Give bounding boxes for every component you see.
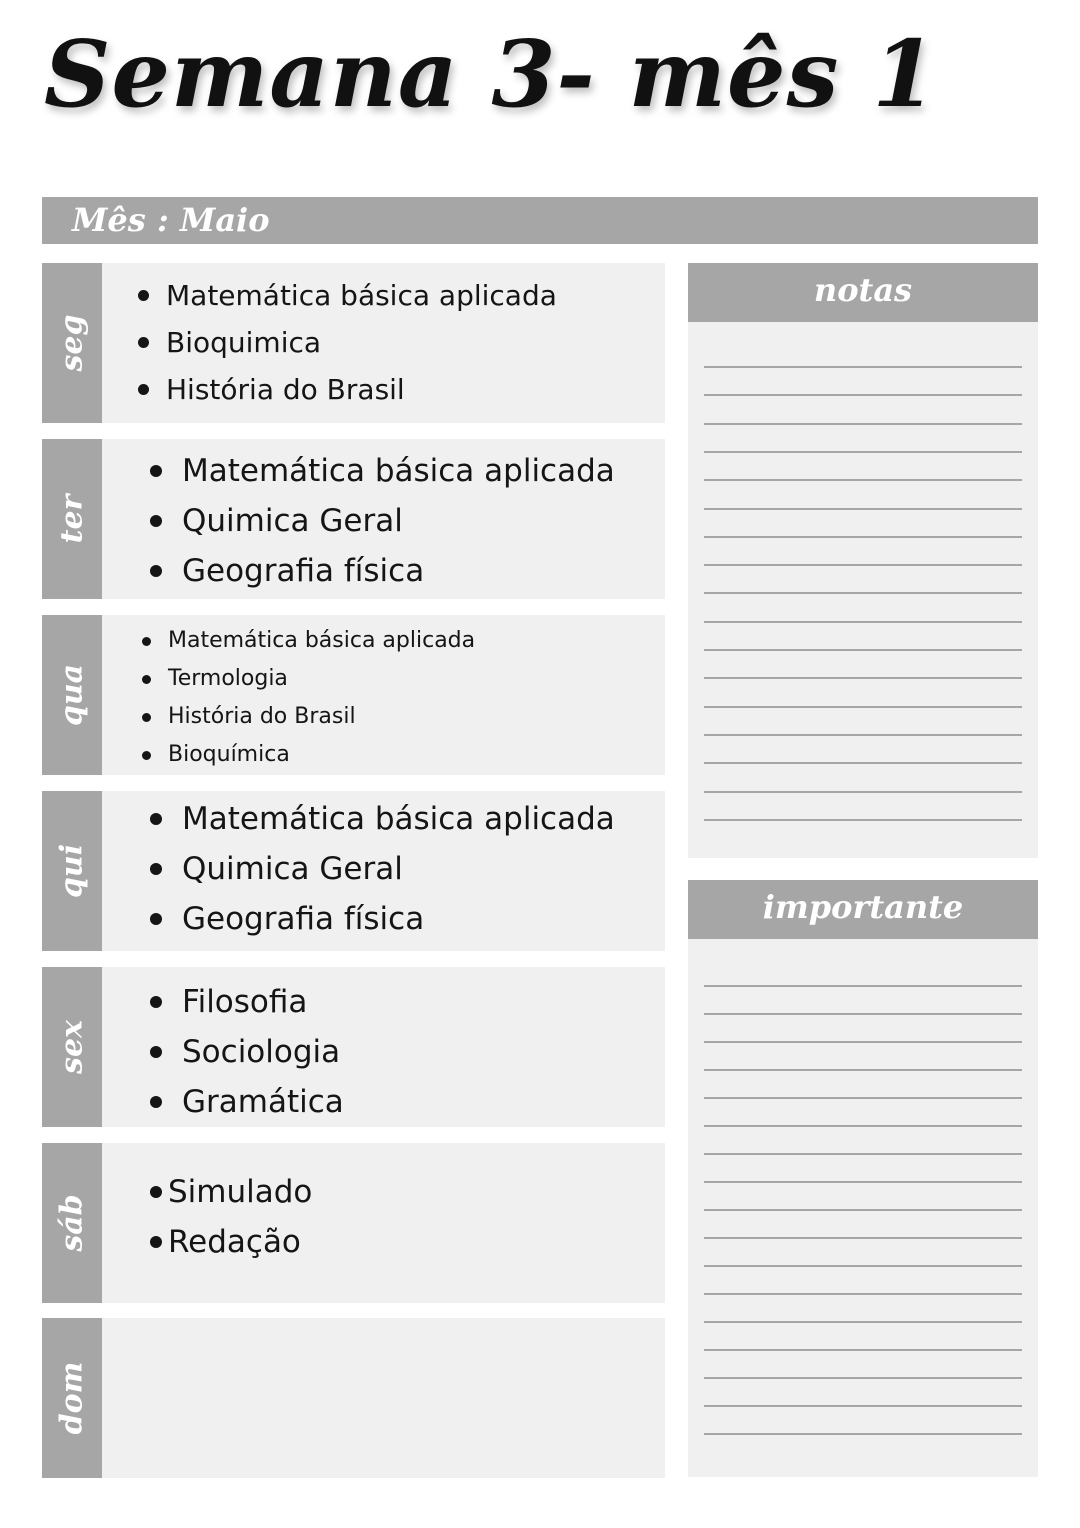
ruled-line (704, 1181, 1022, 1183)
task-item: Bioquímica (102, 736, 665, 774)
day-tab (42, 263, 102, 423)
task-list (102, 1167, 665, 1267)
day-label: sex (54, 1020, 90, 1074)
ruled-line (704, 1349, 1022, 1351)
task-list (102, 622, 665, 774)
task-list (102, 272, 665, 413)
task-item: Matemática básica aplicada (102, 272, 665, 319)
task-item: Redação (102, 1217, 665, 1267)
day-body (102, 967, 665, 1127)
task-item: História do Brasil (102, 698, 665, 736)
task-list (102, 794, 665, 944)
ruled-line (704, 366, 1022, 368)
notes-header (688, 263, 1038, 322)
ruled-line (704, 564, 1022, 566)
task-item: Termologia (102, 660, 665, 698)
task-item: História do Brasil (102, 366, 665, 413)
ruled-line (704, 985, 1022, 987)
ruled-line (704, 621, 1022, 623)
day-body (102, 791, 665, 951)
ruled-line (704, 394, 1022, 396)
task-item: Bioquimica (102, 319, 665, 366)
day-label: qua (54, 663, 90, 727)
task-item: Matemática básica aplicada (102, 622, 665, 660)
day-row-sab (42, 1143, 665, 1303)
ruled-line (704, 536, 1022, 538)
day-tab (42, 791, 102, 951)
task-item: Geografia física (102, 546, 665, 596)
task-item: Geografia física (102, 894, 665, 944)
important-panel (688, 880, 1038, 1477)
day-body (102, 263, 665, 423)
day-row-qui (42, 791, 665, 951)
ruled-line (704, 508, 1022, 510)
ruled-line (704, 791, 1022, 793)
task-item: Gramática (102, 1077, 665, 1127)
ruled-line (704, 1013, 1022, 1015)
ruled-line (704, 592, 1022, 594)
task-item: Matemática básica aplicada (102, 446, 665, 496)
ruled-line (704, 734, 1022, 736)
task-item: Matemática básica aplicada (102, 794, 665, 844)
ruled-line (704, 1377, 1022, 1379)
task-item: Quimica Geral (102, 844, 665, 894)
ruled-line (704, 1069, 1022, 1071)
day-body (102, 439, 665, 599)
ruled-line (704, 1153, 1022, 1155)
day-row-ter (42, 439, 665, 599)
ruled-line (704, 1265, 1022, 1267)
ruled-line (704, 451, 1022, 453)
ruled-line (704, 1405, 1022, 1407)
day-body (102, 615, 665, 775)
day-tab (42, 615, 102, 775)
day-label: qui (54, 843, 90, 899)
task-item: Quimica Geral (102, 496, 665, 546)
day-tab (42, 1143, 102, 1303)
ruled-line (704, 479, 1022, 481)
month-label: Mês : Maio (72, 201, 270, 239)
ruled-line (704, 1209, 1022, 1211)
day-label: ter (54, 494, 90, 544)
ruled-line (704, 1097, 1022, 1099)
day-row-seg (42, 263, 665, 423)
day-row-sex (42, 967, 665, 1127)
task-list (102, 977, 665, 1127)
ruled-line (704, 706, 1022, 708)
notes-title: notas (813, 271, 913, 309)
ruled-line (704, 819, 1022, 821)
important-header (688, 880, 1038, 939)
day-tab (42, 1318, 102, 1478)
ruled-line (704, 1433, 1022, 1435)
day-label: sáb (54, 1194, 90, 1252)
day-row-dom (42, 1318, 665, 1478)
important-title: importante (762, 888, 964, 926)
ruled-line (704, 649, 1022, 651)
ruled-line (704, 1321, 1022, 1323)
ruled-line (704, 677, 1022, 679)
ruled-line (704, 1293, 1022, 1295)
task-list (102, 446, 665, 596)
day-tab (42, 967, 102, 1127)
task-item: Simulado (102, 1167, 665, 1217)
notes-panel (688, 263, 1038, 858)
month-bar (42, 197, 1038, 244)
day-body (102, 1318, 665, 1478)
task-item: Filosofia (102, 977, 665, 1027)
day-label: dom (54, 1361, 90, 1435)
day-tab (42, 439, 102, 599)
ruled-line (704, 1237, 1022, 1239)
ruled-line (704, 1041, 1022, 1043)
day-row-qua (42, 615, 665, 775)
ruled-line (704, 423, 1022, 425)
page-title: Semana 3- mês 1 (44, 20, 938, 128)
day-label: seg (54, 314, 90, 372)
ruled-line (704, 762, 1022, 764)
ruled-line (704, 1125, 1022, 1127)
task-item: Sociologia (102, 1027, 665, 1077)
day-body (102, 1143, 665, 1303)
